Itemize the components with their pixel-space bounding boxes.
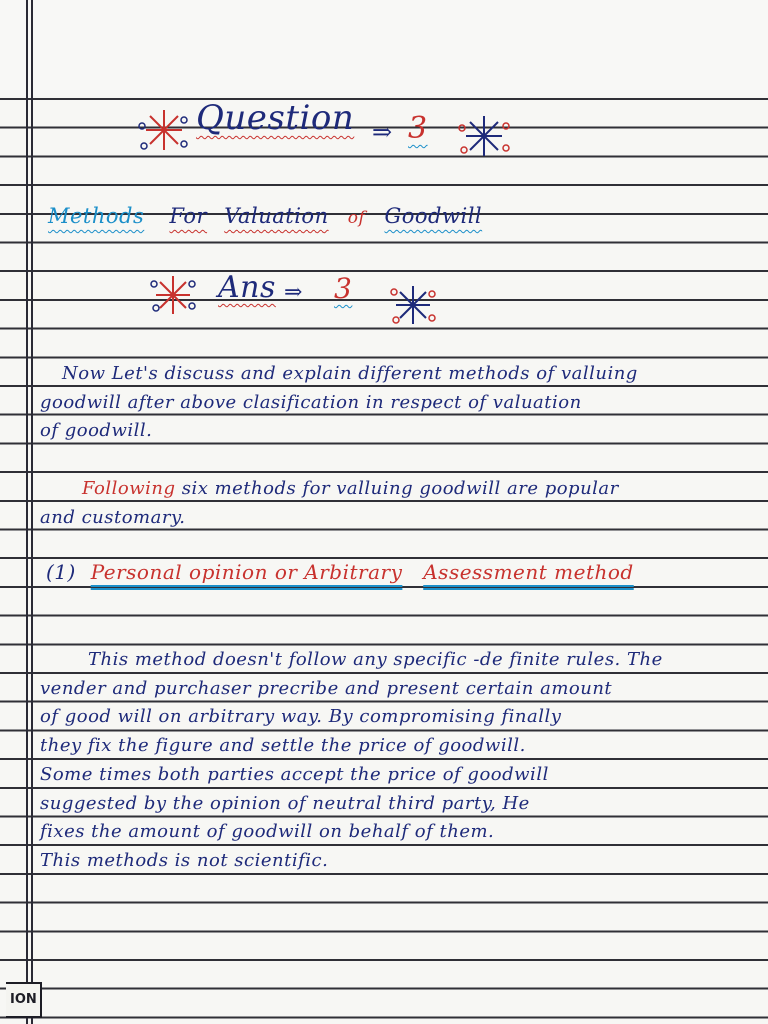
following-paragraph — [40, 475, 619, 532]
text-line: and customary. — [40, 506, 186, 528]
asterisk-doodle-icon — [136, 104, 192, 156]
text-line: fixes the amount of goodwill on behalf of them. — [40, 821, 495, 843]
text-line: of good will on arbitrary way. By compromising finally — [40, 706, 562, 728]
answer-label: Ans — [218, 270, 276, 305]
text-line: This method doesn't follow any specific -de finite rules. The — [88, 649, 663, 670]
asterisk-doodle-icon — [456, 110, 512, 162]
text-line: Now Let's discuss and explain different methods of valluing — [62, 363, 638, 384]
section-heading — [48, 204, 482, 228]
page-header-blank — [0, 0, 768, 96]
text-line: of goodwill. — [40, 420, 153, 442]
method-heading — [46, 560, 634, 584]
heading-word: Goodwill — [384, 204, 483, 228]
following-text: six methods for valluing goodwill are popular — [175, 478, 619, 499]
margin-line — [26, 0, 28, 1024]
heading-word: For — [169, 204, 208, 228]
asterisk-doodle-icon — [148, 270, 198, 320]
question-title: Question — [196, 98, 355, 138]
margin-line-inner — [31, 0, 33, 1024]
heading-word: Valuation — [224, 204, 329, 228]
following-word: Following — [82, 478, 176, 499]
text-line: goodwill after above clasification in respect of valuation — [40, 391, 582, 413]
heading-word: Methods — [48, 204, 145, 228]
method-name-red: Assessment method — [423, 560, 634, 584]
method-number: (1) — [46, 560, 76, 584]
answer-arrow: ⇒ — [284, 280, 303, 305]
text-line: This methods is not scientific. — [40, 849, 329, 871]
text-line: suggested by the opinion of neutral third party, He — [40, 792, 530, 814]
text-line: vender and purchaser precribe and present certain amount — [40, 677, 613, 699]
intro-paragraph — [40, 360, 638, 446]
question-arrow: ⇒ — [372, 118, 393, 146]
text-line: Some times both parties accept the price of goodwill — [40, 763, 549, 785]
text-line — [40, 475, 619, 504]
answer-number: 3 — [334, 272, 353, 305]
method-body-paragraph — [40, 646, 663, 876]
heading-word: of — [347, 208, 366, 228]
question-number: 3 — [408, 111, 428, 146]
text-line: they fix the figure and settle the price of goodwill. — [40, 735, 526, 757]
method-name-blue: Personal opinion or Arbitrary — [90, 560, 403, 584]
notebook-brand-label: ION — [6, 982, 42, 1018]
asterisk-doodle-icon — [388, 280, 438, 330]
